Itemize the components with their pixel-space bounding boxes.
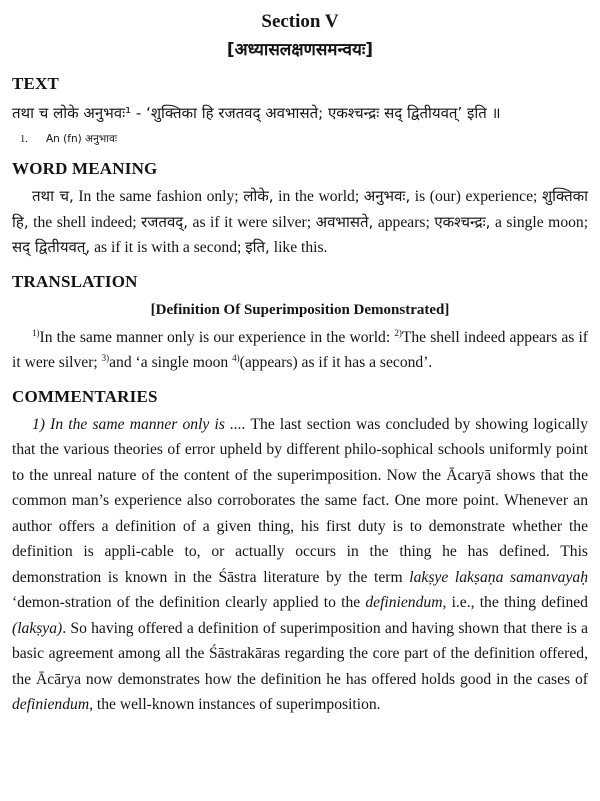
- footnote: [20, 131, 588, 148]
- section-title: Section V: [261, 11, 339, 32]
- word-meaning: is (our) experience;: [414, 188, 538, 205]
- text-heading: TEXT: [12, 74, 60, 93]
- translation-text: The shell indeed appears as if it were silver;: [12, 328, 588, 371]
- commentary-paragraph: [12, 412, 588, 718]
- commentary-text: , the well-known instances of superimposition.: [89, 696, 381, 713]
- translation-text: and ‘a single moon: [109, 354, 233, 371]
- commentary-text: , i.e., the thing defined: [442, 594, 588, 611]
- commentaries-heading: COMMENTARIES: [12, 386, 158, 406]
- word-term: अवभासते,: [315, 212, 374, 231]
- word-meaning: in the world;: [278, 188, 360, 205]
- word-meaning: a single moon;: [494, 213, 589, 231]
- word-term: रजतवद्,: [141, 212, 189, 231]
- commentary-text: ‘demon-stration of the definition clearly applied to the: [12, 594, 366, 611]
- commentary-text: . So having offered a definition of superimposition and having shown that there is a basic agreement among all the Śāstrakāras regarding the core part of the definition offered, the Ācārya now demonstrates how the definition he has offered holds good in the cases of: [12, 619, 588, 688]
- word-term: शुक्तिका हि,: [12, 187, 589, 231]
- translation-heading: TRANSLATION: [12, 271, 138, 291]
- word-meaning: the shell indeed;: [33, 213, 137, 231]
- word-meaning-paragraph: [12, 184, 588, 261]
- word-meaning-heading: WORD MEANING: [12, 159, 158, 178]
- word-term: तथा च,: [32, 187, 74, 205]
- word-term: अनुभवः,: [363, 187, 411, 205]
- commentary-term: definiendum: [12, 696, 90, 713]
- sanskrit-verse: तथा च लोके अनुभवः¹ - ‘शुक्तिका हि रजतवद् अवभासते; एकश्चन्द्रः सद् द्वितीयवत्’ इति ॥: [12, 104, 501, 122]
- word-meaning: like this.: [273, 239, 328, 256]
- footnote-marker: 3): [101, 352, 110, 363]
- word-meaning: In the same fashion only;: [78, 188, 239, 205]
- commentary-lead: 1) In the same manner only is ....: [32, 415, 246, 433]
- word-term: लोके,: [243, 187, 274, 205]
- commentary-term: definiendum: [365, 594, 443, 611]
- footnote-marker: 4): [232, 352, 240, 363]
- word-term: एकश्चन्द्रः,: [434, 212, 491, 231]
- commentary-term: lakṣye lakṣaṇa samanvayaḥ: [409, 568, 588, 586]
- word-term: सद् द्वितीयवत्,: [12, 238, 91, 256]
- footnote-text: An (fn) अनुभावः: [46, 133, 117, 145]
- footnote-marker: 1): [32, 327, 40, 338]
- commentary-text: The last section was concluded by showing logically that the various theories of error upheld by different philo-sophical schools uniformly point to the unreal nature of the content of the superimposition. Now the Ācaryā shows that the common man’s experience also corroborates the same fact. One more point. Whenever an author offers a definition of a given thing, his first duty is to demonstrate whether the definition is appli-cable to, or actually occurs in the thing he has defined. This demonstration is known in the Śāstra literature by the term: [12, 415, 588, 586]
- translation-subheading: [Definition Of Superimposition Demonstrated]: [150, 301, 450, 318]
- translation-text: (appears) as if it has a second’.: [239, 354, 433, 371]
- section-sanskrit-title: [अध्यासलक्षणसमन्वयः]: [226, 40, 374, 60]
- footnote-number: 1.: [20, 134, 28, 145]
- word-meaning: as if it were silver;: [192, 213, 312, 231]
- commentary-term: (lakṣya): [12, 619, 63, 637]
- word-term: इति,: [245, 238, 270, 256]
- translation-paragraph: [12, 325, 588, 376]
- word-meaning: as if it is with a second;: [94, 239, 242, 256]
- footnote-marker: 2): [394, 327, 402, 338]
- translation-text: In the same manner only is our experience in the world:: [39, 328, 395, 346]
- word-meaning: appears;: [377, 213, 430, 231]
